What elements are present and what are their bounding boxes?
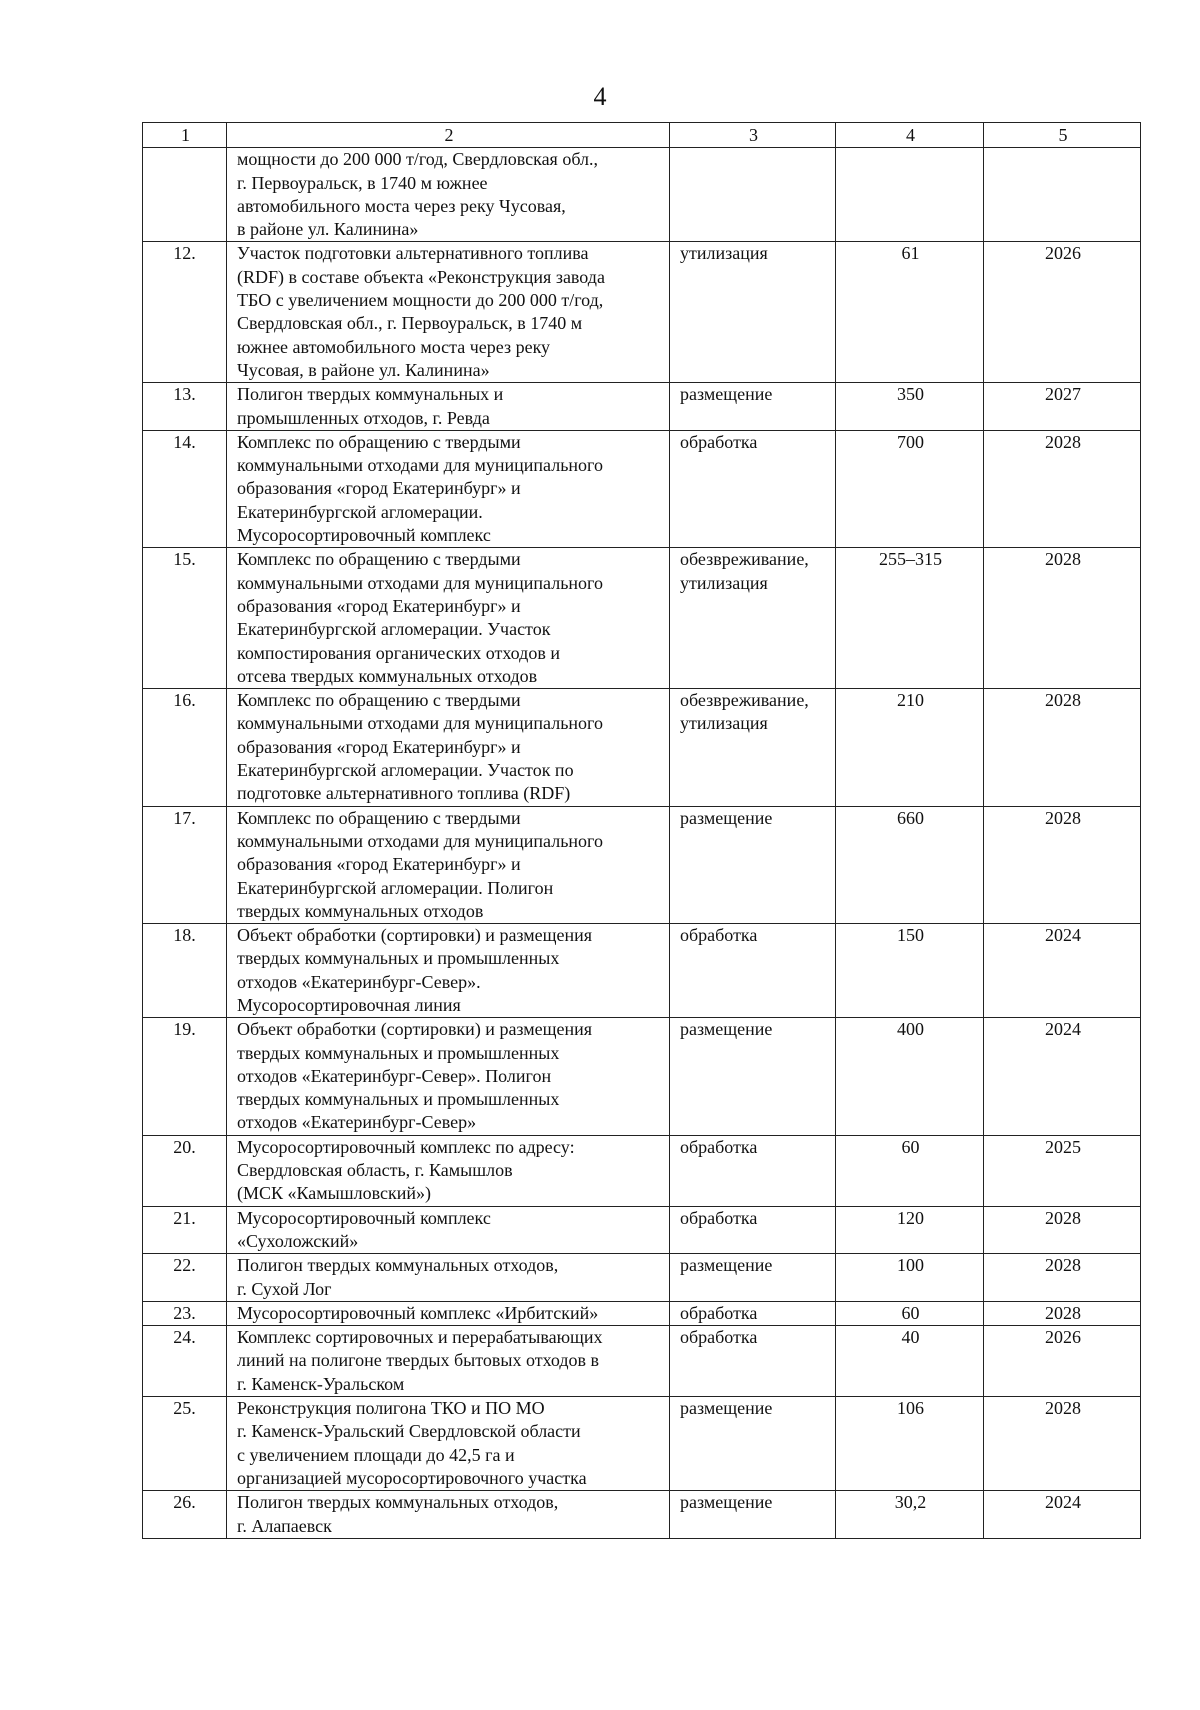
capacity-value: 210 bbox=[836, 689, 984, 806]
table-row bbox=[143, 148, 1141, 242]
commissioning-year: 2028 bbox=[984, 430, 1141, 547]
row-number: 17. bbox=[143, 806, 227, 923]
capacity-value: 400 bbox=[836, 1018, 984, 1135]
table-row bbox=[143, 1135, 1141, 1206]
operation-type: обработка bbox=[670, 1135, 836, 1206]
table-row bbox=[143, 1018, 1141, 1135]
row-number: 24. bbox=[143, 1326, 227, 1397]
operation-type bbox=[670, 148, 836, 242]
facility-name: Полигон твердых коммунальных отходов, г. Алапаевск bbox=[227, 1491, 670, 1539]
operation-type: обработка bbox=[670, 1301, 836, 1325]
capacity-value: 60 bbox=[836, 1135, 984, 1206]
facility-name: Комплекс по обращению с твердыми коммунальными отходами для муниципального образования «город Екатеринбург» и Екатеринбургской агломерации. Мусоросортировочный комплекс bbox=[227, 430, 670, 547]
row-number: 19. bbox=[143, 1018, 227, 1135]
row-number: 14. bbox=[143, 430, 227, 547]
operation-type: обезвреживание, утилизация bbox=[670, 689, 836, 806]
facility-name: Мусоросортировочный комплекс по адресу: Свердловская область, г. Камышлов (МСК «Камышловский») bbox=[227, 1135, 670, 1206]
row-number: 18. bbox=[143, 924, 227, 1018]
table-row bbox=[143, 806, 1141, 923]
facility-name: Мусоросортировочный комплекс «Ирбитский» bbox=[227, 1301, 670, 1325]
commissioning-year: 2028 bbox=[984, 548, 1141, 689]
operation-type: обработка bbox=[670, 430, 836, 547]
column-header-2: 2 bbox=[227, 123, 670, 148]
capacity-value: 30,2 bbox=[836, 1491, 984, 1539]
table-row bbox=[143, 430, 1141, 547]
capacity-value: 660 bbox=[836, 806, 984, 923]
row-number: 25. bbox=[143, 1397, 227, 1491]
row-number: 16. bbox=[143, 689, 227, 806]
facility-name: мощности до 200 000 т/год, Свердловская обл., г. Первоуральск, в 1740 м южнее автомобильного моста через реку Чусовая, в районе ул. Калинина» bbox=[227, 148, 670, 242]
row-number: 12. bbox=[143, 242, 227, 383]
capacity-value: 120 bbox=[836, 1206, 984, 1254]
table-row bbox=[143, 1254, 1141, 1302]
facility-name: Участок подготовки альтернативного топлива (RDF) в составе объекта «Реконструкция завода ТБО с увеличением мощности до 200 000 т/год, Свердловская обл., г. Первоуральск, в 1740 м южнее автомобильного моста через реку Чусовая, в районе ул. Калинина» bbox=[227, 242, 670, 383]
table-row bbox=[143, 1397, 1141, 1491]
capacity-value: 700 bbox=[836, 430, 984, 547]
operation-type: обезвреживание, утилизация bbox=[670, 548, 836, 689]
row-number: 15. bbox=[143, 548, 227, 689]
capacity-value: 100 bbox=[836, 1254, 984, 1302]
operation-type: обработка bbox=[670, 1326, 836, 1397]
commissioning-year: 2026 bbox=[984, 1326, 1141, 1397]
table-row bbox=[143, 1301, 1141, 1325]
page-number: 4 bbox=[593, 82, 607, 111]
commissioning-year: 2028 bbox=[984, 1206, 1141, 1254]
row-number bbox=[143, 148, 227, 242]
column-header-5: 5 bbox=[984, 123, 1141, 148]
facility-name: Объект обработки (сортировки) и размещения твердых коммунальных и промышленных отходов «Екатеринбург-Север». Полигон твердых коммунальных и промышленных отходов «Екатеринбург-Север» bbox=[227, 1018, 670, 1135]
commissioning-year: 2028 bbox=[984, 1301, 1141, 1325]
commissioning-year: 2028 bbox=[984, 1397, 1141, 1491]
table-row bbox=[143, 1491, 1141, 1539]
waste-facilities-table bbox=[142, 122, 1141, 1539]
row-number: 20. bbox=[143, 1135, 227, 1206]
operation-type: обработка bbox=[670, 924, 836, 1018]
operation-type: размещение bbox=[670, 1254, 836, 1302]
commissioning-year: 2028 bbox=[984, 1254, 1141, 1302]
table-row bbox=[143, 242, 1141, 383]
capacity-value: 255–315 bbox=[836, 548, 984, 689]
commissioning-year: 2028 bbox=[984, 806, 1141, 923]
capacity-value: 150 bbox=[836, 924, 984, 1018]
commissioning-year: 2026 bbox=[984, 242, 1141, 383]
table-body bbox=[143, 148, 1141, 1539]
facility-name: Полигон твердых коммунальных и промышленных отходов, г. Ревда bbox=[227, 383, 670, 431]
facility-name: Комплекс по обращению с твердыми коммунальными отходами для муниципального образования «город Екатеринбург» и Екатеринбургской агломерации. Участок компостирования органических отходов и отсева твердых коммунальных отходов bbox=[227, 548, 670, 689]
commissioning-year: 2028 bbox=[984, 689, 1141, 806]
operation-type: обработка bbox=[670, 1206, 836, 1254]
operation-type: размещение bbox=[670, 1018, 836, 1135]
commissioning-year: 2024 bbox=[984, 1018, 1141, 1135]
column-header-4: 4 bbox=[836, 123, 984, 148]
header-row bbox=[143, 123, 1141, 148]
row-number: 23. bbox=[143, 1301, 227, 1325]
row-number: 13. bbox=[143, 383, 227, 431]
commissioning-year: 2024 bbox=[984, 924, 1141, 1018]
operation-type: размещение bbox=[670, 1491, 836, 1539]
capacity-value: 350 bbox=[836, 383, 984, 431]
facility-name: Комплекс по обращению с твердыми коммунальными отходами для муниципального образования «город Екатеринбург» и Екатеринбургской агломерации. Полигон твердых коммунальных отходов bbox=[227, 806, 670, 923]
facility-name: Комплекс сортировочных и перерабатывающих линий на полигоне твердых бытовых отходов в г. Каменск-Уральском bbox=[227, 1326, 670, 1397]
capacity-value bbox=[836, 148, 984, 242]
row-number: 21. bbox=[143, 1206, 227, 1254]
operation-type: размещение bbox=[670, 383, 836, 431]
capacity-value: 60 bbox=[836, 1301, 984, 1325]
facility-name: Реконструкция полигона ТКО и ПО МО г. Каменск-Уральский Свердловской области с увеличением площади до 42,5 га и организацией мусоросортировочного участка bbox=[227, 1397, 670, 1491]
table-row bbox=[143, 548, 1141, 689]
table-row bbox=[143, 689, 1141, 806]
facility-name: Мусоросортировочный комплекс «Сухоложский» bbox=[227, 1206, 670, 1254]
capacity-value: 40 bbox=[836, 1326, 984, 1397]
capacity-value: 106 bbox=[836, 1397, 984, 1491]
facility-name: Объект обработки (сортировки) и размещения твердых коммунальных и промышленных отходов «Екатеринбург-Север». Мусоросортировочная линия bbox=[227, 924, 670, 1018]
table-header bbox=[143, 123, 1141, 148]
row-number: 22. bbox=[143, 1254, 227, 1302]
operation-type: размещение bbox=[670, 806, 836, 923]
table-row bbox=[143, 383, 1141, 431]
capacity-value: 61 bbox=[836, 242, 984, 383]
commissioning-year bbox=[984, 148, 1141, 242]
column-header-3: 3 bbox=[670, 123, 836, 148]
table-row bbox=[143, 1326, 1141, 1397]
commissioning-year: 2027 bbox=[984, 383, 1141, 431]
table-row bbox=[143, 1206, 1141, 1254]
row-number: 26. bbox=[143, 1491, 227, 1539]
table-row bbox=[143, 924, 1141, 1018]
facility-name: Комплекс по обращению с твердыми коммунальными отходами для муниципального образования «город Екатеринбург» и Екатеринбургской агломерации. Участок по подготовке альтернативного топлива (RDF) bbox=[227, 689, 670, 806]
commissioning-year: 2025 bbox=[984, 1135, 1141, 1206]
operation-type: размещение bbox=[670, 1397, 836, 1491]
operation-type: утилизация bbox=[670, 242, 836, 383]
facility-name: Полигон твердых коммунальных отходов, г. Сухой Лог bbox=[227, 1254, 670, 1302]
commissioning-year: 2024 bbox=[984, 1491, 1141, 1539]
column-header-1: 1 bbox=[143, 123, 227, 148]
